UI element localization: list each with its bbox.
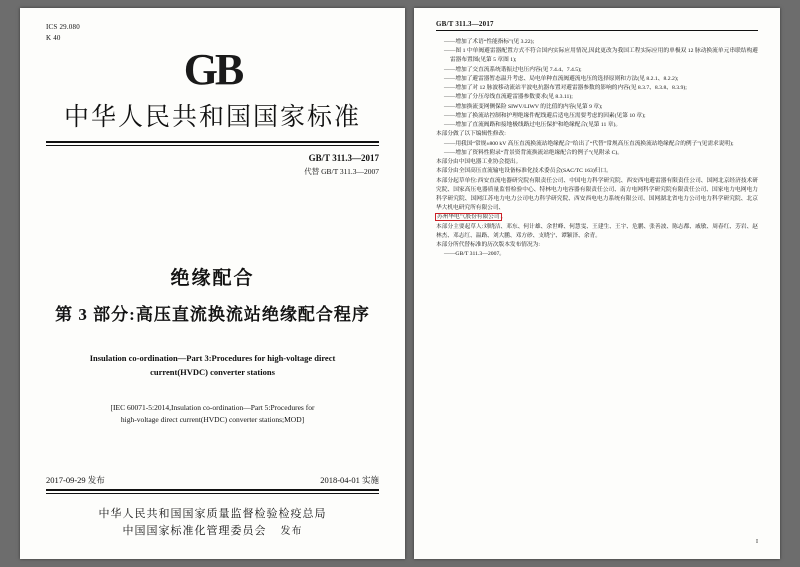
divider-thick-bottom	[46, 489, 379, 491]
foreword-paragraph: 本部分由全国高压直流输电设备标准化技术委员会(SAC/TC 163)归口。	[436, 168, 612, 175]
implement-date: 2018-04-01 实施	[320, 475, 379, 486]
foreword-paragraph: 本部分由中国电器工业协会提出。	[436, 159, 522, 166]
iec-note-line2: high-voltage direct current(HVDC) converter stations;MOD]	[120, 415, 305, 425]
issuer-line2-wrap	[46, 523, 379, 541]
page-number: I	[756, 539, 758, 545]
foreword-paragraph: 本部分起草单位:西安直流电器研究院有限责任公司、中国电力科学研究院、西安西电避雷器有限责任公司、国网北京经济技术研究院、国家高压电器质量监督检验中心、特林电力电容器有限责任公司、南方电网科学研究院有限责任公司、国家电力电网电力科学研究院、国网江苏电力电力公司电力科学研究院、西安西电电力系统有限公司、国网湖北省电力公司电力科学研究院、北京华大机电研究所有限公司、	[436, 177, 758, 212]
title-en-line2: current(HVDC) converter stations	[150, 367, 275, 378]
title-en-line1: Insulation co-ordination—Part 3:Procedures for high-voltage direct	[89, 352, 336, 363]
ics-line-2: K 40	[46, 33, 61, 42]
title-cn-line1: 绝缘配合	[170, 267, 255, 289]
date-row	[46, 474, 379, 489]
foreword-paragraph: 本部分所代替标准的历次版本发布情况为:	[436, 242, 540, 249]
issuer-line1: 中华人民共和国国家质量监督检验检疫总局	[98, 507, 327, 520]
foreword-paragraph: ——增加了分压母线直流避雷器参数要求(见 8.3.11);	[444, 94, 573, 101]
divider-thin-top	[46, 145, 379, 146]
foreword-paragraph: 本部分做了以下编辑性修改:	[436, 131, 506, 138]
issue-date: 2017-09-29 发布	[46, 475, 105, 486]
foreword-paragraph: ——增加了换流站控制和护理绝缘件配线避后适电压需要考虑的因素(见第 10 章);	[444, 112, 646, 119]
foreword-paragraph: ——GB/T 311.3—2007。	[444, 251, 505, 258]
issuer-block	[46, 506, 379, 541]
foreword-paragraph: ——增加换流变网侧保险 SIWV/LIWV 的比值的内容(见第 9 章);	[444, 103, 603, 110]
foreword-paragraph: ——增加了术语“性能指标”(见 3.22);	[444, 39, 535, 45]
foreword-paragraph: 本部分主要起草人:刘晓洁、邓东、何计雄、余世峰、何慧雯、王建生、王宇、危鹏、张善波、陈志都、戚敏、周春红、芳岩、赵林杰、邓志红、温路、刘大鹏、邓方砂、支晓宁、谭颖泽、余青。	[436, 223, 758, 239]
divider-thick-top	[46, 141, 379, 143]
main-title-block	[46, 263, 379, 427]
foreword-paragraph: ——增加了对 12 脉波移动流站平波电抗器布置对避雷器参数的影响的内容(见 8.3.7、8.3.8、8.3.9);	[444, 85, 687, 92]
highlighted-company-name: 苏州华电气股份有限公司	[437, 214, 500, 221]
foreword-paragraph: ——增加了直流阀路和接地极线路过电压保护和绝缘配合(见第 11 章)。	[444, 122, 622, 129]
standard-number: GB/T 311.3—2017	[308, 153, 379, 163]
ics-line-1: ICS 29.080	[46, 23, 80, 31]
page-header-standard-number: GB/T 311.3—2017	[436, 20, 494, 28]
ics-code-block	[46, 22, 379, 43]
gb-logo: GB	[183, 45, 242, 94]
issuer-line2: 中国国家标准化管理委员会	[122, 525, 267, 538]
iec-equivalence-note	[46, 402, 379, 428]
foreword-paragraph: ——增加了资料性附录“背景资背流换流站绝缘配合的例子”(见附录 C)。	[444, 149, 623, 156]
issuer-publish-label: 发布	[280, 526, 303, 538]
national-standard-title: 中华人民共和国国家标准	[63, 104, 361, 131]
foreword-paragraph: ——增加了避雷器暂态温升考虑、局电单种直流阀避流电压的选择原则和方法(见 8.2.1、8.2.2);	[444, 75, 679, 82]
page-header-divider	[436, 30, 758, 31]
foreword-paragraph: ——增加了交直流系统谐振过电压内容(见 7.4.4、7.4.5);	[444, 66, 582, 73]
cover-page	[20, 8, 405, 559]
gb-logo-area	[46, 47, 379, 95]
divider-thin-bottom	[46, 493, 379, 494]
foreword-paragraph: 苏州华电气股份有限公司。	[437, 214, 507, 221]
iec-note-line1: [IEC 60071-5:2014,Insulation co-ordination—Part 5:Procedures for	[110, 402, 315, 412]
foreword-page	[414, 8, 780, 559]
title-en-block	[46, 351, 379, 380]
cover-bottom-block	[46, 474, 379, 541]
foreword-paragraph: ——图 1 中单阀避雷器配置方式不符合国内实际应用情况,因此更改为我国工程实际应用的单极双 12 脉动换流单元串联结构避雷器布置图(见第 5 章图 1);	[444, 48, 758, 64]
standard-replaces: 代替 GB/T 311.3—2007	[304, 166, 379, 176]
foreword-paragraph: ——用我国“常规±800 kV 高压直流换流站绝缘配合”给出了“代替”常规高压直流换流站绝缘配合的例子”(见需求说明);	[444, 140, 734, 147]
foreword-body	[436, 38, 758, 260]
title-cn-line2: 第 3 部分:高压直流换流站绝缘配合程序	[55, 304, 370, 324]
